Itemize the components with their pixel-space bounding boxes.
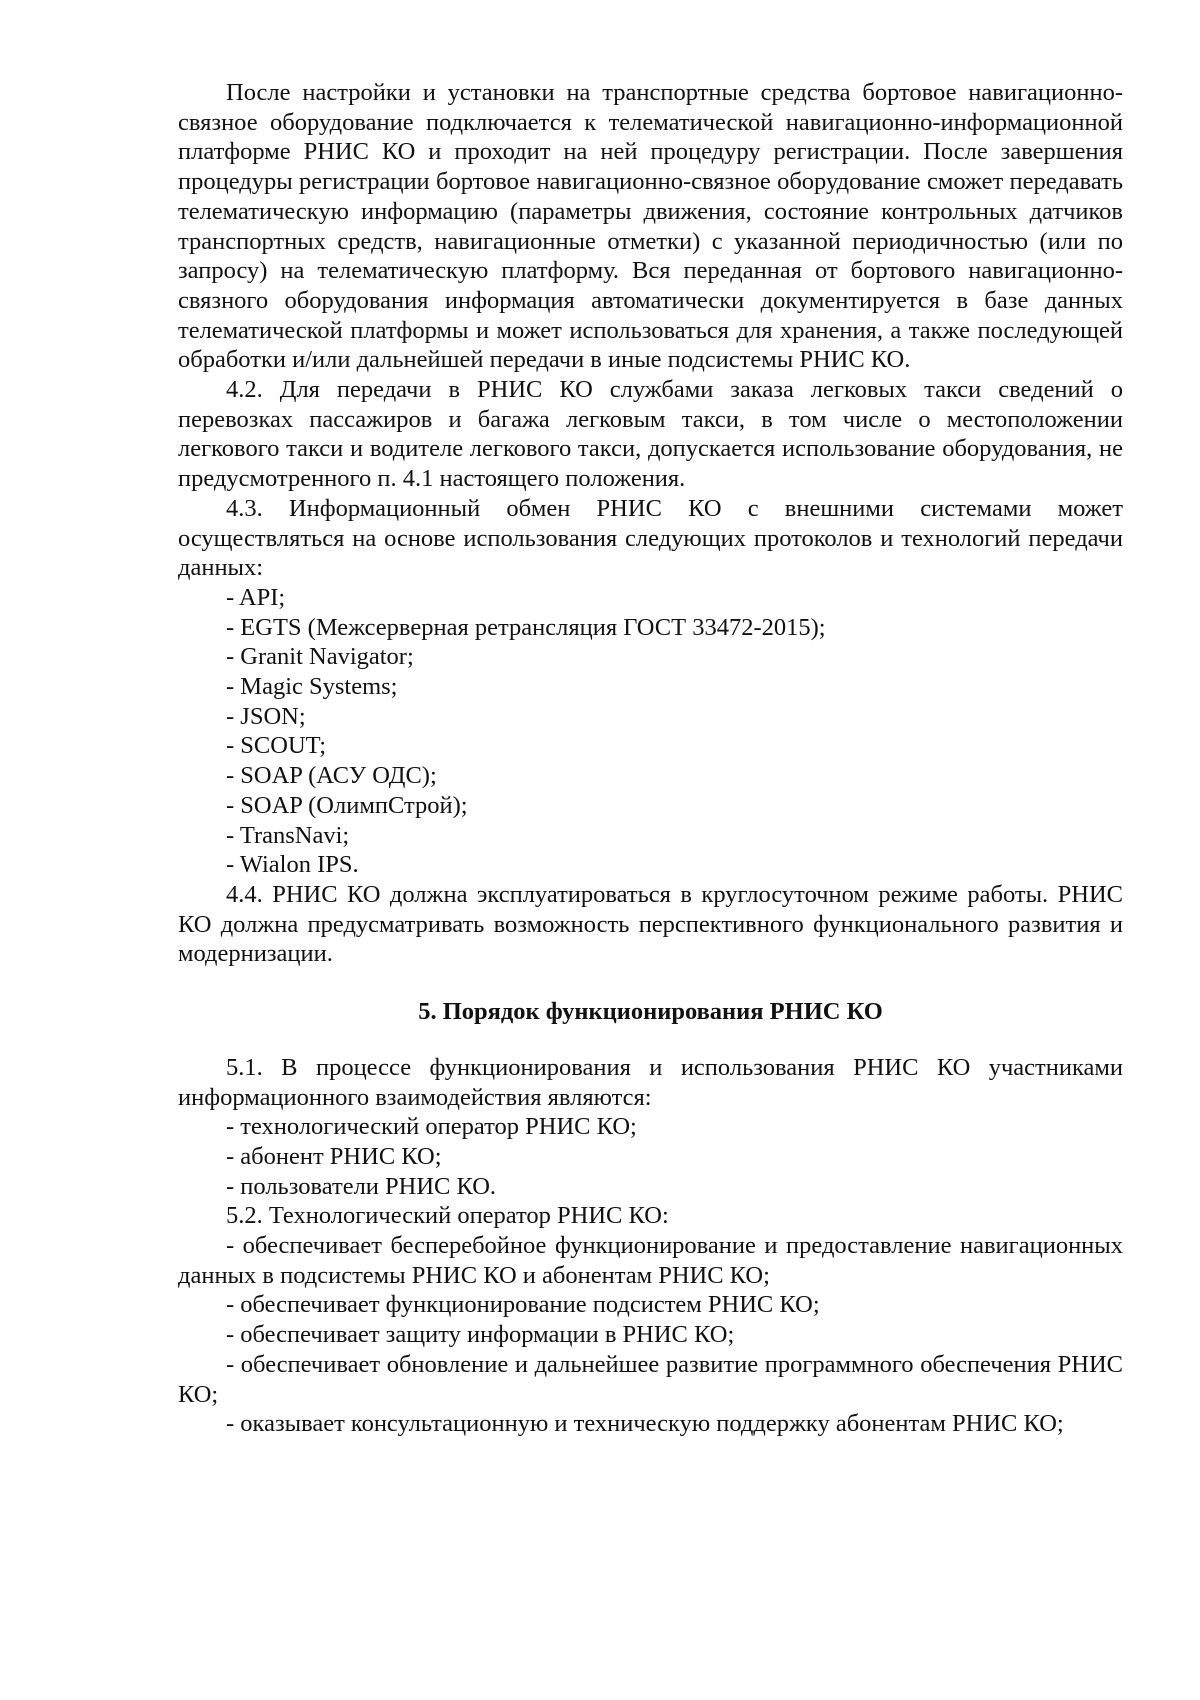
protocol-item: - SOAP (ОлимпСтрой); xyxy=(226,791,468,819)
protocol-item: - API; xyxy=(226,583,286,611)
section-5-heading: 5. Порядок функционирования РНИС КО xyxy=(418,998,883,1026)
paragraph-4-4: 4.4. РНИС КО должна эксплуатироваться в круглосуточном режиме работы. РНИС КО должна предусматривать возможность перспективного функционального развития и модернизации. xyxy=(178,880,1123,968)
protocol-item: - TransNavi; xyxy=(226,821,350,849)
protocol-item: - Wialon IPS. xyxy=(226,851,359,879)
operator-duty-item: - обеспечивает бесперебойное функционирование и предоставление навигационных данных в подсистемы РНИС КО и абонентам РНИС КО; xyxy=(178,1232,1123,1289)
paragraph-4-2: 4.2. Для передачи в РНИС КО службами заказа легковых такси сведений о перевозках пассажиров и багажа легковым такси, в том числе о местоположении легкового такси и водителе легкового такси, допускается использование оборудования, не предусмотренного п. 4.1 настоящего положения. xyxy=(178,376,1123,493)
protocol-item: - Granit Navigator; xyxy=(226,643,414,671)
operator-duty-item: - обеспечивает функционирование подсистем РНИС КО; xyxy=(226,1291,820,1319)
participant-item: - абонент РНИС КО; xyxy=(226,1142,442,1170)
protocol-item: - JSON; xyxy=(226,702,306,730)
participant-item: - технологический оператор РНИС КО; xyxy=(226,1113,637,1141)
intro-paragraph: После настройки и установки на транспортные средства бортовое навигационно-связное оборудование подключается к телематической навигационно-информационной платформе РНИС КО и проходит на ней процедуру регистрации. После завершения процедуры регистрации бортовое навигационно-связное оборудование сможет передавать телематическую информацию (параметры движения, состояние контрольных датчиков транспортных средств, навигационные отметки) с указанной периодичностью (или по запросу) на телематическую платформу. Вся переданная от бортового навигационно-связного оборудования информация автоматически документируется в базе данных телематической платформы и может использоваться для хранения, а также последующей обработки и/или дальнейшей передачи в иные подсистемы РНИС КО. xyxy=(178,79,1123,374)
document-page xyxy=(178,78,1123,1439)
protocol-item: - SCOUT; xyxy=(226,732,327,760)
protocol-item: - EGTS (Межсерверная ретрансляция ГОСТ 33472-2015); xyxy=(226,613,826,641)
paragraph-5-2: 5.2. Технологический оператор РНИС КО: xyxy=(226,1202,669,1230)
protocol-item: - Magic Systems; xyxy=(226,673,398,701)
operator-duty-item: - оказывает консультационную и техническую поддержку абонентам РНИС КО; xyxy=(226,1410,1064,1438)
protocol-item: - SOAP (АСУ ОДС); xyxy=(226,762,437,790)
paragraph-4-3: 4.3. Информационный обмен РНИС КО с внешними системами может осуществляться на основе использования следующих протоколов и технологий передачи данных: xyxy=(178,494,1123,582)
paragraph-5-1: 5.1. В процессе функционирования и использования РНИС КО участниками информационного взаимодействия являются: xyxy=(178,1053,1123,1111)
operator-duty-item: - обеспечивает защиту информации в РНИС КО; xyxy=(226,1321,735,1349)
operator-duty-item: - обеспечивает обновление и дальнейшее развитие программного обеспечения РНИС КО; xyxy=(178,1350,1123,1408)
participant-item: - пользователи РНИС КО. xyxy=(226,1172,497,1200)
